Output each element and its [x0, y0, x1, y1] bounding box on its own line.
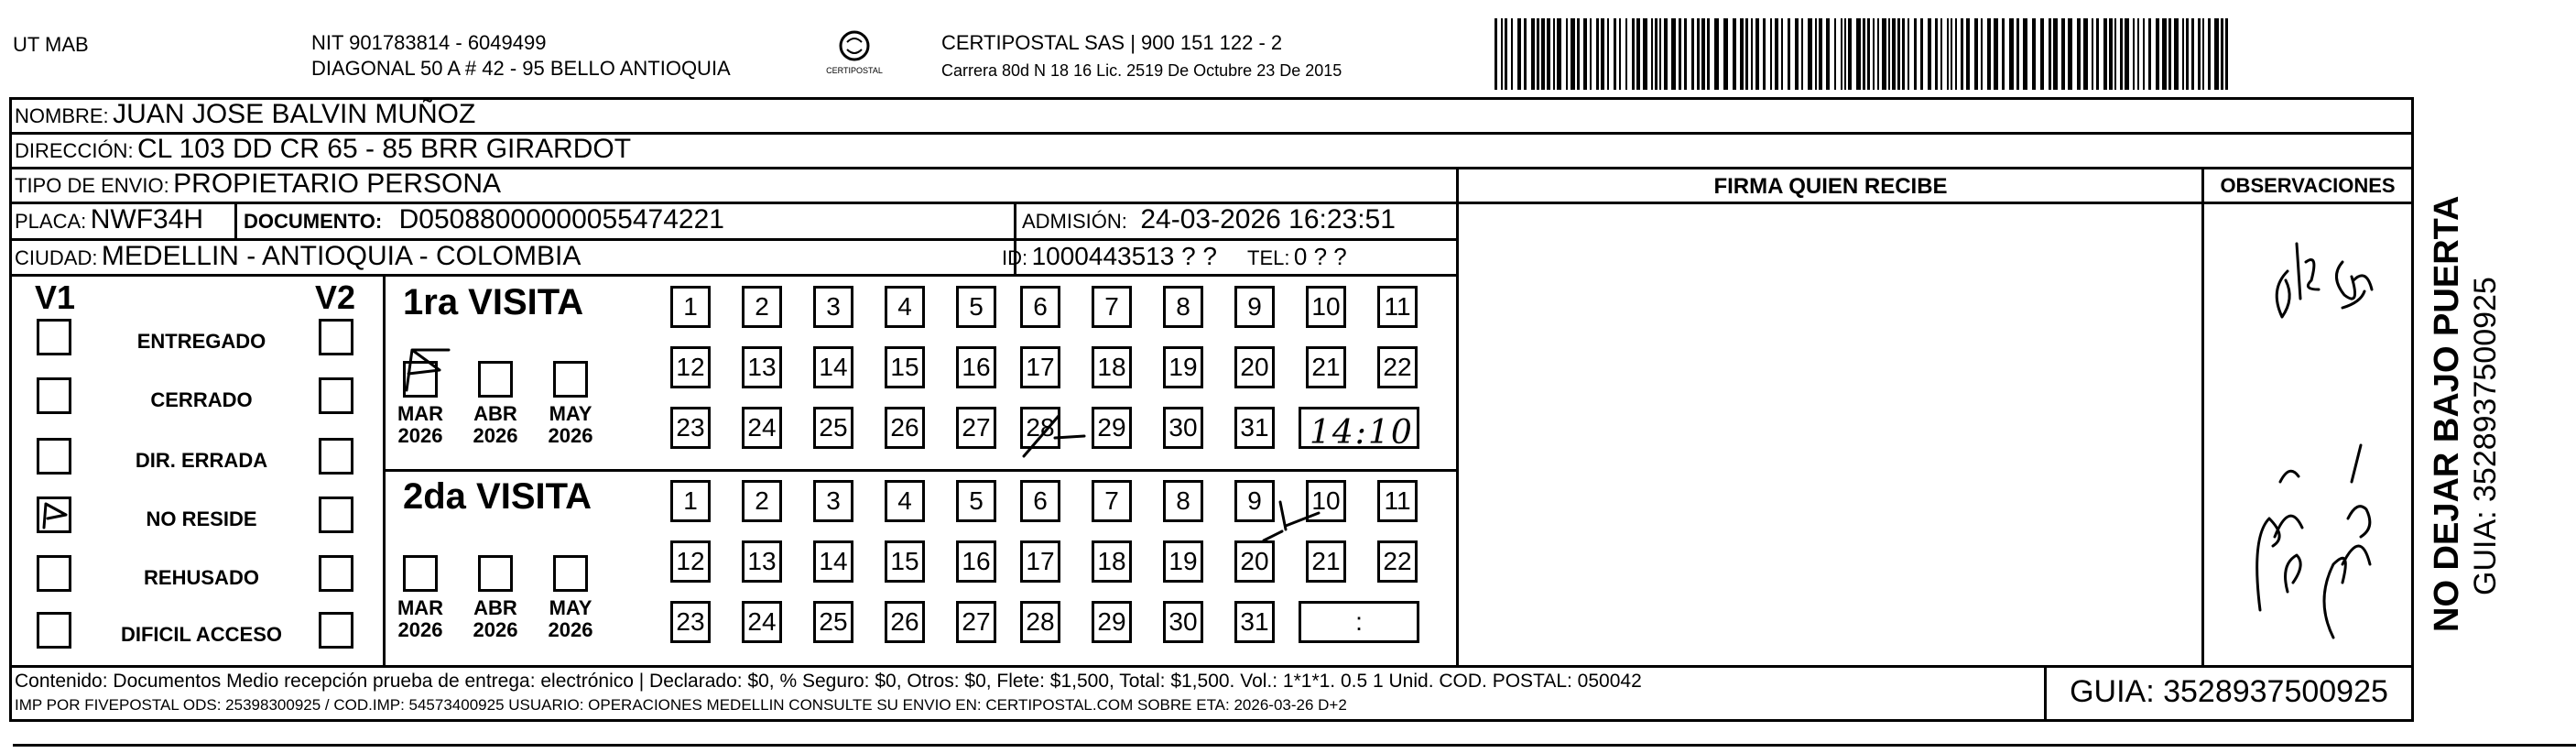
barcode-bar: [1808, 18, 1812, 90]
barcode-bar: [1679, 18, 1681, 90]
visit1-day-20[interactable]: 20: [1234, 346, 1275, 388]
visit2-day-5[interactable]: 5: [956, 480, 996, 522]
barcode-bar: [1819, 18, 1822, 90]
barcode-bar: [1751, 18, 1753, 90]
barcode-bar: [1844, 18, 1846, 90]
barcode-bar: [2156, 18, 2159, 90]
visit1-day-4[interactable]: 4: [885, 286, 925, 328]
no-dejar-text: NO DEJAR BAJO PUERTA: [2428, 195, 2466, 632]
barcode-bar: [2077, 18, 2081, 90]
visit1-day-13[interactable]: 13: [742, 346, 782, 388]
nombre-label: NOMBRE:: [15, 104, 109, 127]
barcode-bar: [1723, 18, 1728, 90]
placa-value: NWF34H: [90, 204, 204, 235]
visit2-day-1[interactable]: 1: [670, 480, 711, 522]
barcode-bar: [2061, 18, 2065, 90]
status-label: REHUSADO: [144, 566, 259, 589]
barcode-bar: [1877, 18, 1879, 90]
barcode-bar: [1867, 18, 1870, 90]
status-label: DIFICIL ACCESO: [120, 623, 282, 646]
visit2-month-year: 2026: [548, 618, 593, 641]
barcode-bar: [2202, 18, 2204, 90]
placa-cell: [15, 204, 203, 240]
barcode-bar: [1908, 18, 1909, 90]
visit1-day-18[interactable]: 18: [1092, 346, 1132, 388]
barcode-bar: [2049, 18, 2051, 90]
barcode-bar: [1781, 18, 1783, 90]
barcode-bar: [2016, 18, 2019, 90]
v1-checkbox[interactable]: [37, 319, 71, 355]
direccion-value: CL 103 DD CR 65 - 85 BRR GIRARDOT: [137, 134, 632, 164]
barcode-bar: [1826, 18, 1830, 90]
v1-checkbox[interactable]: [37, 612, 71, 649]
barcode-bar: [1501, 18, 1503, 90]
visit2-title: 2da VISITA: [403, 476, 592, 517]
barcode: [1495, 18, 2229, 90]
barcode-bar: [2182, 18, 2184, 90]
barcode-bar: [1557, 18, 1561, 90]
v2-header: V2: [315, 278, 356, 316]
barcode-bar: [1892, 18, 1896, 90]
barcode-bar: [2225, 18, 2228, 90]
barcode-bar: [1755, 18, 1759, 90]
side-text: [2427, 119, 2504, 632]
barcode-bar: [2083, 18, 2088, 90]
tipo-label: TIPO DE ENVIO:: [15, 174, 169, 197]
barcode-bar: [1740, 18, 1744, 90]
barcode-bar: [1775, 18, 1778, 90]
v2-checkbox[interactable]: [319, 555, 353, 592]
barcode-bar: [1882, 18, 1886, 90]
admision-label: ADMISIÓN:: [1022, 210, 1127, 233]
visit1-month-checkbox-abr[interactable]: [478, 361, 513, 398]
visit2-month-name: MAR: [397, 596, 444, 619]
visit1-month-name: MAR: [397, 402, 444, 425]
visit1-title: 1ra VISITA: [403, 282, 584, 322]
barcode-bar: [2023, 18, 2027, 90]
barcode-bar: [2125, 18, 2129, 90]
visit1-day-21[interactable]: 21: [1306, 346, 1346, 388]
barcode-bar: [1684, 18, 1687, 90]
admision-cell: [1022, 204, 1396, 240]
visit1-month-label: [388, 403, 452, 447]
visit2-month-label: [388, 597, 452, 641]
visit1-day-27[interactable]: 27: [956, 407, 996, 449]
visit2-month-name: MAY: [549, 596, 592, 619]
barcode-bar: [1636, 18, 1640, 90]
visit2-day-4[interactable]: 4: [885, 480, 925, 522]
barcode-bar: [1834, 18, 1836, 90]
visit2-day-16[interactable]: 16: [956, 540, 996, 583]
ciudad-row: [15, 241, 581, 277]
visit1-day-24[interactable]: 24: [742, 407, 782, 449]
barcode-bar: [1863, 18, 1865, 90]
footer-guia: GUIA: 3528937500925: [2070, 674, 2388, 709]
barcode-bar: [2114, 18, 2116, 90]
barcode-bar: [1537, 18, 1539, 90]
visit2-day-23[interactable]: 23: [670, 601, 711, 643]
visit2-day-7[interactable]: 7: [1092, 480, 1132, 522]
admision-value: 24-03-2026 16:23:51: [1140, 204, 1396, 235]
barcode-bar: [1974, 18, 1978, 90]
visit1-month-label: [538, 403, 603, 447]
barcode-bar: [1632, 18, 1635, 90]
barcode-bar: [1495, 18, 1497, 90]
barcode-bar: [1795, 18, 1799, 90]
barcode-bar: [1947, 18, 1949, 90]
barcode-bar: [1928, 18, 1931, 90]
direccion-row: [15, 134, 631, 169]
visit2-month-year: 2026: [473, 618, 518, 641]
barcode-bar: [1815, 18, 1817, 90]
visit2-month-name: ABR: [473, 596, 517, 619]
id-value: 1000443513 ? ?: [1031, 242, 1218, 270]
barcode-bar: [2068, 18, 2072, 90]
barcode-bar: [1701, 18, 1705, 90]
visit1-time: 14:10: [1310, 414, 1414, 452]
visit2-day-20[interactable]: 20: [1234, 540, 1275, 583]
barcode-bar: [1553, 18, 1555, 90]
visit1-day-19[interactable]: 19: [1163, 346, 1203, 388]
v2-checkbox[interactable]: [319, 438, 353, 475]
visit1-day-25[interactable]: 25: [813, 407, 853, 449]
visit1-day-30[interactable]: 30: [1163, 407, 1203, 449]
barcode-bar: [2148, 18, 2151, 90]
id-label: ID:: [1002, 246, 1028, 269]
visit2-day-6[interactable]: 6: [1020, 480, 1060, 522]
barcode-bar: [1583, 18, 1587, 90]
address-text: DIAGONAL 50 A # 42 - 95 BELLO ANTIOQUIA: [311, 57, 731, 80]
visit2-day-26[interactable]: 26: [885, 601, 925, 643]
day-10-mark: [1227, 486, 1328, 550]
nit-text: NIT 901783814 - 6049499: [311, 31, 547, 54]
barcode-bar: [1643, 18, 1647, 90]
visit2-day-8[interactable]: 8: [1163, 480, 1203, 522]
barcode-bar: [1961, 18, 1963, 90]
visit1-month-checkbox-may[interactable]: [553, 361, 588, 398]
v1-header: V1: [35, 278, 76, 316]
barcode-bar: [1994, 18, 1998, 90]
contenido-text: Contenido: Documentos Medio recepción prueba de entrega: electrónico | Declarado: $0, % Seguro: $0, Otros: $0, Flete: $1,500, Total: $1,500. Vol.: 1*1*1. 0.5 1 Unid. COD. POSTAL: 050042: [15, 671, 1642, 692]
barcode-bar: [2174, 18, 2179, 90]
imp-text: IMP POR FIVEPOSTAL ODS: 25398300925 / COD.IMP: 54573400925 USUARIO: OPERACIONES MEDELLIN CONSULTE SU ENVIO EN: CERTIPOSTAL.COM SOBRE ETA: 2026-03-26 D+2: [15, 696, 1347, 714]
barcode-bar: [1607, 18, 1609, 90]
visit1-month-year: 2026: [397, 424, 443, 447]
barcode-bar: [1517, 18, 1521, 90]
barcode-bar: [1596, 18, 1599, 90]
observaciones-handwriting: [2205, 207, 2410, 663]
carrier-text: CERTIPOSTAL SAS | 900 151 122 - 2: [941, 31, 1283, 54]
barcode-bar: [1541, 18, 1545, 90]
visit2-day-14[interactable]: 14: [813, 540, 853, 583]
company-name: UT MAB: [13, 33, 89, 56]
id-cell: [1002, 241, 1217, 277]
status-label: CERRADO: [150, 388, 253, 411]
barcode-bar: [2214, 18, 2219, 90]
barcode-bar: [2002, 18, 2005, 90]
visit1-month-label: [463, 403, 527, 447]
visit1-day-23[interactable]: 23: [670, 407, 711, 449]
tel-cell: [1247, 241, 1347, 277]
barcode-bar: [1547, 18, 1550, 90]
visit1-day-7[interactable]: 7: [1092, 286, 1132, 328]
certipostal-logo: [813, 26, 896, 82]
ciudad-value: MEDELLIN - ANTIOQUIA - COLOMBIA: [101, 241, 582, 271]
visit2-day-15[interactable]: 15: [885, 540, 925, 583]
visit2-day-22[interactable]: 22: [1377, 540, 1418, 583]
visit2-day-30[interactable]: 30: [1163, 601, 1203, 643]
barcode-bar: [2137, 18, 2139, 90]
barcode-bar: [1505, 18, 1507, 90]
visit2-day-17[interactable]: 17: [1020, 540, 1060, 583]
visit2-day-28[interactable]: 28: [1020, 601, 1060, 643]
barcode-bar: [1966, 18, 1970, 90]
barcode-bar: [1981, 18, 1983, 90]
visit1-day-29[interactable]: 29: [1092, 407, 1132, 449]
barcode-bar: [2191, 18, 2194, 90]
barcode-bar: [1601, 18, 1604, 90]
barcode-bar: [1920, 18, 1923, 90]
barcode-bar: [1770, 18, 1772, 90]
barcode-bar: [2103, 18, 2107, 90]
visit2-day-21[interactable]: 21: [1306, 540, 1346, 583]
mar-check-mark: [399, 343, 463, 398]
barcode-bar: [1914, 18, 1917, 90]
barcode-bar: [2221, 18, 2223, 90]
visit2-day-2[interactable]: 2: [742, 480, 782, 522]
day-28-strike-mark: [1018, 410, 1101, 465]
nombre-row: [15, 99, 475, 135]
barcode-bar: [1619, 18, 1621, 90]
visit2-day-27[interactable]: 27: [956, 601, 996, 643]
status-label: ENTREGADO: [136, 330, 266, 353]
status-label: NO RESIDE: [146, 507, 257, 530]
barcode-bar: [1577, 18, 1580, 90]
barcode-bar: [1625, 18, 1627, 90]
barcode-bar: [1566, 18, 1568, 90]
visit2-day-9[interactable]: 9: [1234, 480, 1275, 522]
visit2-day-31[interactable]: 31: [1234, 601, 1275, 643]
barcode-bar: [2168, 18, 2171, 90]
barcode-bar: [2208, 18, 2211, 90]
barcode-bar: [1590, 18, 1592, 90]
visit1-day-2[interactable]: 2: [742, 286, 782, 328]
direccion-label: DIRECCIÓN:: [15, 139, 134, 162]
tipo-row: [15, 169, 501, 204]
barcode-bar: [1763, 18, 1766, 90]
visit2-day-19[interactable]: 19: [1163, 540, 1203, 583]
barcode-bar: [1655, 18, 1658, 90]
visit1-day-15[interactable]: 15: [885, 346, 925, 388]
visit2-day-3[interactable]: 3: [813, 480, 853, 522]
visit2-day-25[interactable]: 25: [813, 601, 853, 643]
visit2-day-10[interactable]: 10: [1306, 480, 1346, 522]
v2-checkbox[interactable]: [319, 497, 353, 533]
no-reside-check-mark: [38, 498, 75, 531]
placa-label: PLACA:: [15, 210, 87, 233]
barcode-bar: [1733, 18, 1736, 90]
barcode-bar: [2198, 18, 2201, 90]
barcode-bar: [1671, 18, 1676, 90]
barcode-bar: [2009, 18, 2014, 90]
visit2-day-13[interactable]: 13: [742, 540, 782, 583]
barcode-bar: [2092, 18, 2093, 90]
visit1-day-22[interactable]: 22: [1377, 346, 1418, 388]
visit1-day-1[interactable]: 1: [670, 286, 711, 328]
tel-label: TEL:: [1247, 246, 1290, 269]
visit2-month-year: 2026: [397, 618, 443, 641]
visit1-month-name: ABR: [473, 402, 517, 425]
visit1-day-5[interactable]: 5: [956, 286, 996, 328]
barcode-bar: [1902, 18, 1905, 90]
visit2-month-label: [463, 597, 527, 641]
v1-checkbox[interactable]: [37, 377, 71, 414]
tipo-value: PROPIETARIO PERSONA: [173, 169, 502, 199]
barcode-bar: [1940, 18, 1942, 90]
barcode-bar: [1745, 18, 1748, 90]
visit1-day-14[interactable]: 14: [813, 346, 853, 388]
barcode-bar: [1788, 18, 1790, 90]
v1-checkbox[interactable]: [37, 555, 71, 592]
visit1-day-9[interactable]: 9: [1234, 286, 1275, 328]
visit1-day-10[interactable]: 10: [1306, 286, 1346, 328]
barcode-bar: [1955, 18, 1957, 90]
barcode-bar: [1848, 18, 1852, 90]
v2-checkbox[interactable]: [319, 612, 353, 649]
barcode-bar: [1614, 18, 1616, 90]
visit2-month-label: [538, 597, 603, 641]
barcode-bar: [2096, 18, 2099, 90]
visit1-day-17[interactable]: 17: [1020, 346, 1060, 388]
barcode-bar: [1707, 18, 1710, 90]
barcode-bar: [2032, 18, 2036, 90]
barcode-bar: [2040, 18, 2044, 90]
visit2-day-11[interactable]: 11: [1377, 480, 1418, 522]
barcode-bar: [2053, 18, 2058, 90]
visit1-day-28[interactable]: 28: [1020, 407, 1060, 449]
v2-checkbox[interactable]: [319, 377, 353, 414]
barcode-bar: [1651, 18, 1653, 90]
visit1-month-year: 2026: [548, 424, 593, 447]
barcode-bar: [1897, 18, 1900, 90]
barcode-bar: [1714, 18, 1719, 90]
barcode-bar: [2109, 18, 2113, 90]
barcode-bar: [1524, 18, 1527, 90]
visit1-day-3[interactable]: 3: [813, 286, 853, 328]
barcode-bar: [1664, 18, 1668, 90]
firma-header: FIRMA QUIEN RECIBE: [1713, 174, 1948, 199]
visit2-day-18[interactable]: 18: [1092, 540, 1132, 583]
barcode-bar: [1856, 18, 1861, 90]
barcode-bar: [2162, 18, 2167, 90]
visit1-day-12[interactable]: 12: [670, 346, 711, 388]
visit1-day-11[interactable]: 11: [1377, 286, 1418, 328]
visit2-time-box[interactable]: :: [1299, 601, 1419, 643]
barcode-bar: [1697, 18, 1700, 90]
visit2-month-checkbox-abr[interactable]: [478, 555, 513, 592]
barcode-bar: [2186, 18, 2189, 90]
barcode-bar: [1841, 18, 1842, 90]
logo-text: CERTIPOSTAL: [826, 66, 883, 75]
v1-checkbox[interactable]: [37, 438, 71, 475]
documento-cell: [244, 204, 724, 240]
barcode-bar: [1691, 18, 1694, 90]
observaciones-header: OBSERVACIONES: [2220, 174, 2396, 197]
barcode-bar: [2143, 18, 2145, 90]
barcode-bar: [2133, 18, 2135, 90]
visit1-day-31[interactable]: 31: [1234, 407, 1275, 449]
visit1-day-16[interactable]: 16: [956, 346, 996, 388]
visit1-day-26[interactable]: 26: [885, 407, 925, 449]
carrier-license: Carrera 80d N 18 16 Lic. 2519 De Octubre 23 De 2015: [941, 61, 1342, 80]
nombre-value: JUAN JOSE BALVIN MUÑOZ: [113, 99, 476, 129]
barcode-bar: [1987, 18, 1991, 90]
barcode-bar: [1659, 18, 1661, 90]
tel-value: 0 ? ?: [1293, 243, 1347, 270]
documento-value: D05088000000055474221: [398, 204, 724, 235]
barcode-bar: [2120, 18, 2123, 90]
v2-checkbox[interactable]: [319, 319, 353, 355]
visit2-day-24[interactable]: 24: [742, 601, 782, 643]
barcode-bar: [1951, 18, 1952, 90]
visit1-month-year: 2026: [473, 424, 518, 447]
barcode-bar: [1511, 18, 1513, 90]
barcode-bar: [1888, 18, 1890, 90]
barcode-bar: [1801, 18, 1803, 90]
visit2-day-29[interactable]: 29: [1092, 601, 1132, 643]
barcode-bar: [1531, 18, 1535, 90]
barcode-bar: [1935, 18, 1938, 90]
visit2-day-12[interactable]: 12: [670, 540, 711, 583]
visit1-day-8[interactable]: 8: [1163, 286, 1203, 328]
side-guia-text: GUIA: 3528937500925: [2468, 277, 2503, 595]
documento-label: DOCUMENTO:: [244, 210, 383, 233]
visit1-day-6[interactable]: 6: [1020, 286, 1060, 328]
barcode-bar: [1571, 18, 1575, 90]
barcode-bar: [1873, 18, 1875, 90]
visit2-month-checkbox-may[interactable]: [553, 555, 588, 592]
visit2-month-checkbox-mar[interactable]: [403, 555, 438, 592]
visit1-month-name: MAY: [549, 402, 592, 425]
ciudad-label: CIUDAD:: [15, 246, 98, 269]
status-label: DIR. ERRADA: [135, 449, 268, 472]
